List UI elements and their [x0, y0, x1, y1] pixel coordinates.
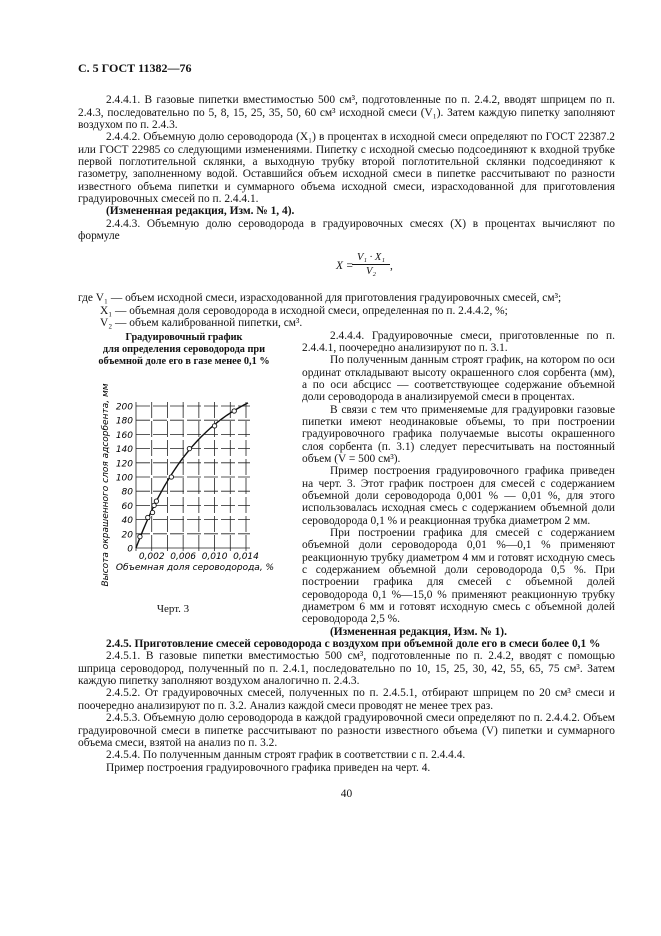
figure-title — [78, 332, 290, 368]
page-header: С. 5 ГОСТ 11382—76 — [78, 61, 192, 75]
y-tick-label: 100 — [115, 473, 133, 483]
calibration-curve — [136, 402, 248, 547]
y-tick-label: 200 — [115, 402, 133, 412]
data-point — [146, 515, 150, 519]
formula — [78, 248, 615, 284]
paragraph-2-4-5-4: 2.4.5.4. По полученным данным строят график в соответствии с п. 2.4.4.4. — [106, 749, 466, 762]
paragraph-2-4-5-3: 2.4.5.3. Объемную долю сероводорода в каждой градуировочной смеси определяют по п. 2.4.4.2. Объем градуировочной смеси в пипетке рассчитывают по разности известного объема (V) пипетки и суммарного объема смеси, взятой на анализ по п. 3.2. — [78, 712, 615, 749]
paragraph-2-4-5-2: 2.4.5.2. От градуировочных смесей, полученных по п. 2.4.5.1, отбирают шприцем по 20 см³ смеси и поочередно анализируют по п. 3.2. Анализ каждой смеси проводят не менее трех раз. — [78, 687, 615, 712]
formula-lhs: X = — [336, 260, 354, 273]
definition-x1: X₁ — объемная доля сероводорода в исходной смеси, определенная по п. 2.4.4.2, %; — [100, 304, 508, 317]
y-tick-label: 80 — [121, 487, 133, 498]
paragraph-2-4-4-4: 2.4.4.4. Градуировочные смеси, приготовленные по п. 2.4.4.1, поочередно анализируют по п. 3.1. — [302, 329, 615, 354]
y-tick-label: 120 — [115, 458, 133, 469]
x-tick-label: 0,006 — [170, 551, 197, 562]
y-tick-label: 40 — [121, 515, 133, 526]
data-point — [152, 503, 156, 507]
revision-note: (Измененная редакция, Изм. № 1). — [330, 625, 507, 638]
formula-comma: , — [390, 260, 393, 273]
variable-definitions — [78, 292, 615, 329]
definition-v2: V₂ — объем калиброванной пипетки, см³. — [100, 317, 303, 330]
paragraph-2-4-4-3: 2.4.4.3. Объемную долю сероводорода в градуировочных смесях (X) в процентах вычисляют по формуле — [78, 217, 615, 243]
x-tick-label: 0,014 — [233, 551, 259, 562]
y-tick-label: 20 — [121, 529, 133, 540]
data-point — [138, 534, 142, 538]
formula-fraction — [352, 251, 390, 278]
y-axis-label: Высота окрашенного слоя адсорбента, мм — [101, 382, 111, 587]
paragraph-2-4-4-1: 2.4.4.1. В газовые пипетки вместимостью 500 см³, подготовленные по п. 2.4.2, вводят шприцем по п. 2.4.3, последовательно по 5, 8, 15, 25, 35, 50, 60 см³ исходной смеси (V₁). Затем каждую пипетку заполняют воздухом по п. 2.4.3. — [78, 94, 615, 132]
data-point — [150, 510, 154, 514]
x-tick-label: 0,010 — [201, 551, 228, 562]
paragraph-2-4-4-2: 2.4.4.2. Объемную долю сероводорода (X₁) в процентах в исходной смеси определяют по ГОСТ 22387.2 или ГОСТ 22985 со следующими изменениями. Пипетку с исходной смесью подсоединяют к входной трубке первой поглотительной склянки, а выходную трубку второй поглотительной склянки подсоединяют к газометру, заполненному водой. Оставшийся объем исходной смеси в пипетке рассчитывают по разности известного объема пипетки и суммарного объема исходной смеси, израсходованной для приготовления градуировочных смесей по п. 2.4.4.1. — [78, 131, 615, 206]
paragraph-example-4: Пример построения градуировочного графика приведен на черт. 4. — [106, 761, 431, 774]
paragraph-pipettes: В связи с тем что применяемые для градуировки газовые пипетки имеют неодинаковые объемы, то при построении градуировочного графика получаемые высоты окрашенного слоя сорбента (п. 3.1) следует пересчитывать на постоянный объем (V = 500 см³). — [302, 403, 615, 465]
figure-caption: Черт. 3 — [156, 602, 190, 615]
y-tick-label: 140 — [115, 444, 133, 455]
section-2-4-5-heading: 2.4.5. Приготовление смесей сероводорода с воздухом при объемной доле его в смеси более 0,1 % — [106, 638, 601, 651]
paragraph-example: Пример построения градуировочного графика приведен на черт. 3. Этот график построен для смесей с содержанием объемной доли сероводорода 0,001 % — 0,01 %, для этого использовалась исходная смесь с содержанием объемной доли сероводорода 0,1 % и реакционная трубка диаметром 2 мм. — [302, 465, 615, 527]
definition-v1: где V₁ — объем исходной смеси, израсходованной для приготовления градуировочных смесей, см³; — [78, 292, 562, 305]
formula-numerator: V₁ · X₁ — [352, 251, 390, 265]
figure-title-line: для определения сероводорода при — [102, 343, 266, 355]
x-axis-label: Объемная доля сероводорода, % — [115, 562, 275, 573]
y-tick-label: 180 — [115, 416, 133, 427]
data-point — [154, 498, 158, 502]
figure-title-line: Градуировочный график — [125, 331, 243, 343]
calibration-chart — [78, 372, 278, 602]
data-point — [212, 423, 216, 427]
data-point — [232, 408, 236, 412]
paragraph-graph: По полученным данным строят график, на котором по оси ординат откладывают высоту окрашенного слоя сорбента (мм), а по оси абсцисс — соответствующее содержание объемной доли сероводорода в анализируемой смеси в процентах. — [302, 354, 615, 404]
data-point — [187, 446, 191, 450]
paragraph-build: При построении графика для смесей с содержанием объемной доли сероводорода 0,01 %—0,1 % применяют реакционную трубку диаметром 4 мм и готовят исходную смесь с содержанием объемной доли сероводорода 0,5 %. При построении графика для смесей с объемной долей сероводорода 0,1 %—15,0 % применяют реакционную трубку диаметром 6 мм и готовят исходную смесь с объемной долей сероводорода 2,5 %. — [302, 527, 615, 626]
revision-note: (Измененная редакция, Изм. № 1, 4). — [106, 205, 295, 218]
x-tick-label: 0,002 — [138, 551, 165, 562]
data-point — [169, 474, 173, 478]
figure-title-line: объемной доле его в газе менее 0,1 % — [98, 355, 270, 367]
page-number: 40 — [340, 787, 353, 800]
figure-3 — [78, 332, 290, 629]
paragraph-2-4-5-1: 2.4.5.1. В газовые пипетки вместимостью 500 см³, подготовленные по п. 2.4.2, вводят с помощью шприца сероводород, полученный по п. 2.4.1, последовательно по 10, 15, 25, 30, 42, 55, 65, 75 см³. Затем каждую пипетку заполняют воздухом аналогично п. 2.4.3. — [78, 650, 615, 688]
document-page — [78, 62, 615, 800]
y-tick-label: 60 — [121, 501, 133, 512]
y-tick-label: 160 — [115, 430, 133, 441]
y-tick-label: 0 — [127, 544, 133, 554]
formula-denominator: V₂ — [365, 266, 377, 278]
